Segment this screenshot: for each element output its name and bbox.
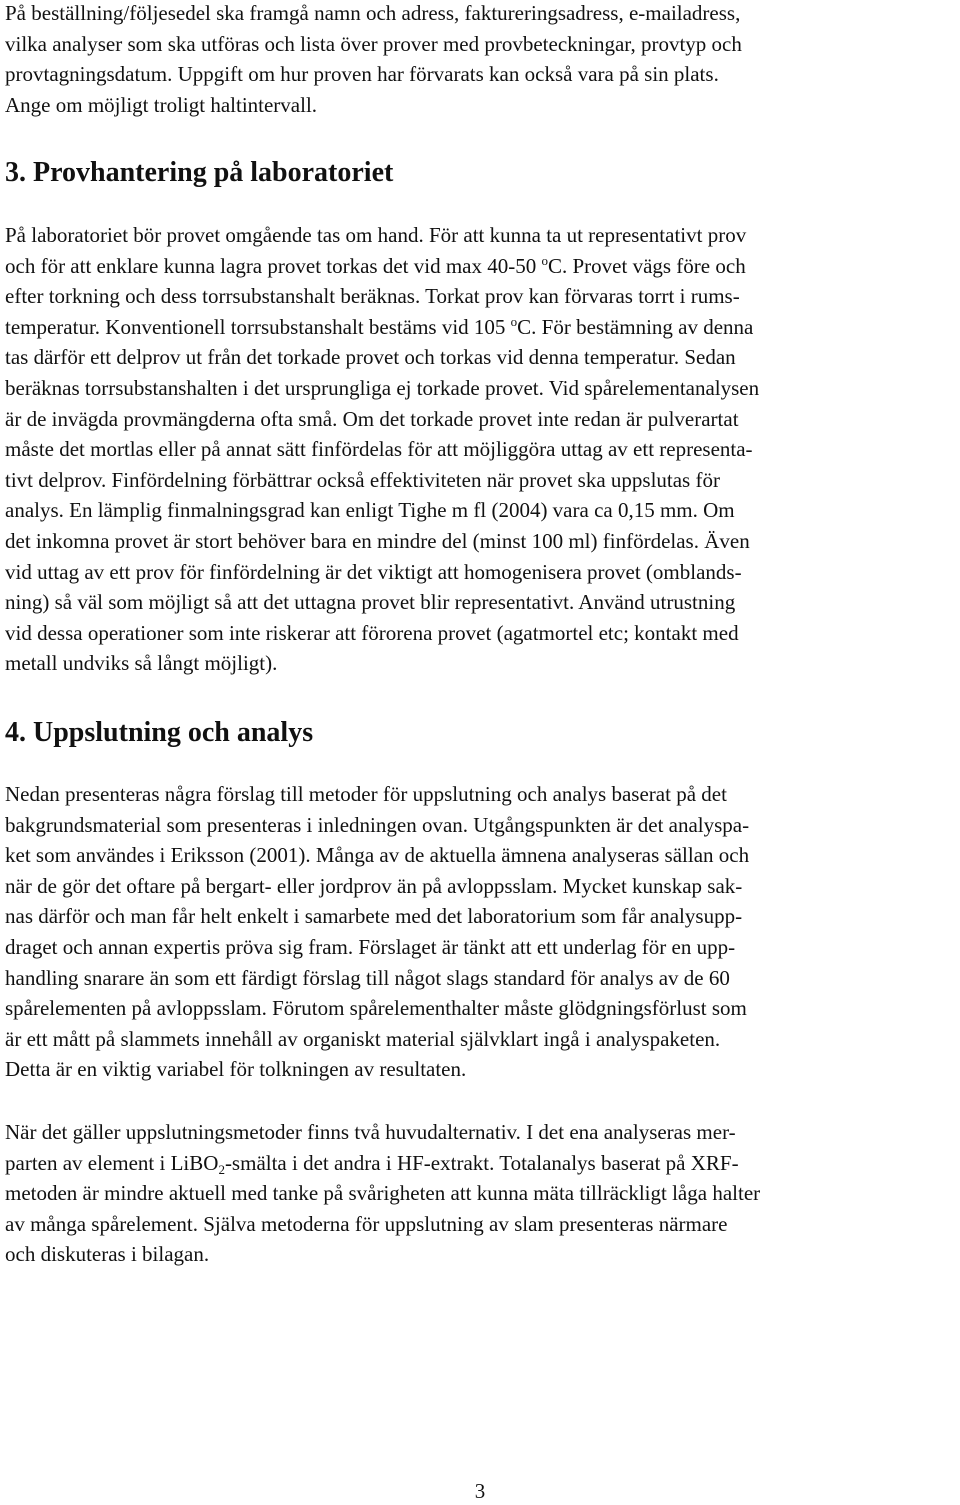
text-line: tas därför ett delprov ut från det torkade provet och torkas vid denna temperatur. Sedan	[5, 345, 736, 370]
text-line: vilka analyser som ska utföras och lista över prover med provbeteckningar, provtyp och	[5, 31, 742, 56]
text-line: efter torkning och dess torrsubstanshalt beräknas. Torkat prov kan förvaras torrt i rums-	[5, 284, 740, 309]
text-line: är de invägda provmängderna ofta små. Om det torkade provet inte redan är pulverartat	[5, 406, 739, 431]
superscript: o	[541, 252, 548, 268]
text-line: när de gör det oftare på bergart- eller jordprov än på avloppsslam. Mycket kunskap sak-	[5, 873, 743, 898]
text-line: När det gäller uppslutningsmetoder finns två huvudalternativ. I det ena analyseras mer-	[5, 1120, 736, 1144]
text-line: vid uttag av ett prov för finfördelning är det viktigt att homogenisera provet (omblands-	[5, 559, 742, 584]
text-line: draget och annan expertis pröva sig fram. Förslaget är tänkt att ett underlag för en upp-	[5, 934, 736, 959]
text-line: vid dessa operationer som inte riskerar att förorena provet (agatmortel etc; kontakt med	[5, 620, 739, 645]
text-line: nas därför och man får helt enkelt i samarbete med det laboratorium som får analysupp-	[5, 904, 743, 929]
text-line: måste det mortlas eller på annat sätt finfördelas för att möjliggöra uttag av ett representa-	[5, 437, 753, 462]
text-line: metall undviks så långt möjligt).	[5, 651, 278, 676]
section-3-paragraph	[5, 220, 759, 679]
text-line: och diskuteras i bilagan.	[5, 1242, 210, 1267]
text-line: handling snarare än som ett färdigt förslag till något slags standard för analys av de 60	[5, 965, 730, 990]
text-line: På beställning/följesedel ska framgå namn och adress, faktureringsadress, e-mailadress,	[5, 1, 741, 25]
text-line: det inkomna provet är stort behöver bara en mindre del (minst 100 ml) finfördelas. Även	[5, 528, 750, 553]
section-4-paragraph-1	[5, 779, 749, 1085]
text-line: ket som användes i Eriksson (2001). Många av de aktuella ämnena analyseras sällan och	[5, 843, 750, 868]
intro-paragraph	[5, 0, 742, 120]
text-line: provtagningsdatum. Uppgift om hur proven har förvarats kan också vara på sin plats.	[5, 62, 719, 87]
page-number: 3	[474, 1479, 486, 1503]
section-4-heading: 4. Uppslutning och analys	[5, 717, 314, 748]
text-line: analys. En lämplig finmalningsgrad kan enligt Tighe m fl (2004) vara ca 0,15 mm. Om	[5, 498, 735, 523]
text-line: Ange om möjligt troligt haltintervall.	[5, 92, 318, 117]
text-line: parten av element i LiBO$_2$-smälta i det andra i HF-extrakt. Totalanalys baserat på XRF-	[5, 1150, 739, 1177]
section-3-heading: 3. Provhantering på laboratoriet	[5, 157, 394, 188]
text-line: Detta är en viktig variabel för tolkningen av resultaten.	[5, 1057, 467, 1082]
superscript: o	[510, 313, 518, 329]
text-line: av många spårelement. Själva metoderna för uppslutning av slam presenteras närmare	[5, 1211, 728, 1236]
text-line: bakgrundsmaterial som presenteras i inledningen ovan. Utgångspunkten är det analyspa-	[5, 812, 750, 837]
text-line: metoden är mindre aktuell med tanke på svårigheten att kunna mäta tillräckligt låga halter	[5, 1181, 761, 1206]
text-line: Nedan presenteras några förslag till metoder för uppslutning och analys baserat på det	[5, 782, 727, 806]
text-line: temperatur. Konventionell torrsubstanshalt bestäms vid 105 $^o$C. För bestämning av denna	[5, 313, 754, 339]
text-line: och för att enklare kunna lagra provet torkas det vid max 40-50 $^o$C. Provet vägs före och	[5, 252, 746, 278]
text-line: ning) så väl som möjligt så att det uttagna provet blir representativt. Använd utrustning	[5, 590, 736, 615]
text-line: är ett mått på slammets innehåll av organiskt material självklart ingå i analyspaketen.	[5, 1026, 721, 1051]
text-line: spårelementen på avloppsslam. Förutom spårelementhalter måste glödgningsförlust som	[5, 996, 747, 1021]
section-4-paragraph-2	[5, 1117, 760, 1270]
text-line: tivt delprov. Finfördelning förbättrar också effektiviteten när provet ska uppslutas för	[5, 467, 720, 492]
subscript: 2	[218, 1161, 225, 1177]
text-line: På laboratoriet bör provet omgående tas om hand. För att kunna ta ut representativt prov	[5, 223, 747, 247]
text-line: beräknas torrsubstanshalten i det ursprungliga ej torkade provet. Vid spårelementanalysen	[5, 375, 760, 400]
